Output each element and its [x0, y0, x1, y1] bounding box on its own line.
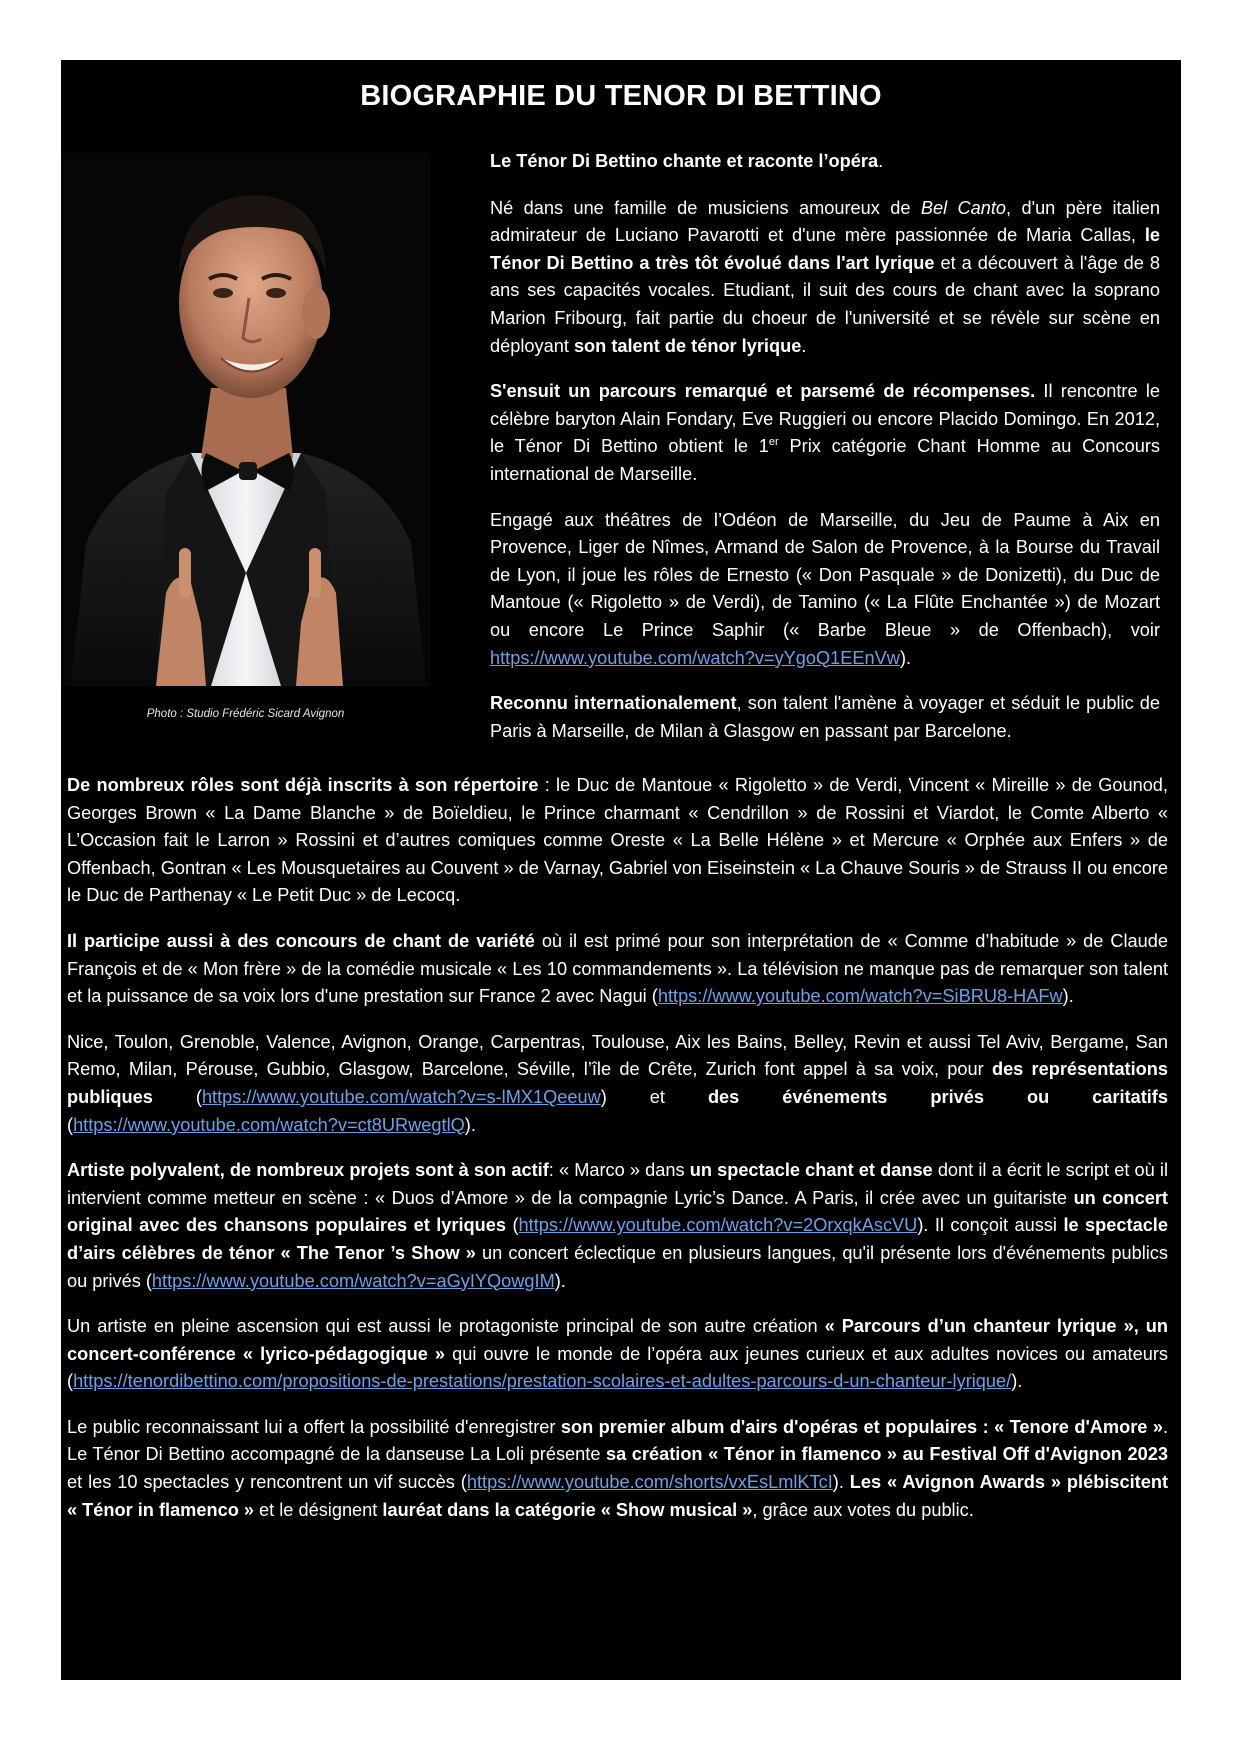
p8-text-g: ). Il conçoit aussi	[917, 1215, 1064, 1236]
p10-text-h: et le désignent	[253, 1499, 383, 1520]
p8-text-j: ).	[554, 1270, 566, 1291]
p7-text-f: (	[67, 1114, 74, 1135]
full-width-column	[67, 772, 1168, 1542]
paragraph-origins	[490, 195, 1160, 361]
p7-text-c: (	[152, 1086, 202, 1107]
p2-text-c: Prix catégorie Chant Homme au Concours international de Marseille.	[490, 436, 1160, 484]
p3-text-b: ).	[899, 647, 912, 668]
p2-text-b: Il rencontre le célèbre baryton Alain Fondary, Eve Ruggieri ou encore Placido Domingo. En 2012, le Ténor Di Bettino obtient le 1	[490, 381, 1160, 457]
p8-text-f: (	[506, 1215, 519, 1236]
youtube-link-roles[interactable]: https://www.youtube.com/watch?v=yYgoQ1EEnVw	[490, 647, 900, 668]
photo-caption: Photo : Studio Frédéric Sicard Avignon	[146, 708, 345, 720]
p1-text-a: Né dans une famille de musiciens amoureux de	[490, 197, 921, 218]
p2-superscript: er	[768, 436, 779, 449]
p10-text-e: et les 10 spectacles y rencontrent un vif succès (	[67, 1472, 467, 1493]
p7-text-b: des représentations publiques	[67, 1059, 1169, 1107]
p5-text-a: De nombreux rôles sont déjà inscrits à son répertoire	[67, 775, 539, 795]
p10-text-g: Les « Avignon Awards » plébiscitent « Ténor in flamenco »	[67, 1472, 1168, 1520]
paragraph-repertoire	[67, 772, 1168, 910]
p1-text-g: .	[801, 335, 807, 356]
p1-text-e: et a découvert à l'âge de 8 ans ses capacités vocales. Etudiant, il suit des cours de chant avec la soprano Marion Fribourg, fait partie du choeur de l'université et se révèle sur scène en déployant	[490, 252, 1160, 356]
p4-text-a: Reconnu internationalement	[490, 693, 737, 714]
p10-text-i: lauréat dans la catégorie « Show musical »	[382, 1499, 753, 1520]
biography-panel	[61, 60, 1181, 1680]
p8-text-i: un concert éclectique en plusieurs langues, qu'il présente lors d'événements publics ou privés (	[67, 1242, 1168, 1291]
p2-text-a: S'ensuit un parcours remarqué et parsemé de récompenses.	[490, 381, 1036, 402]
p9-text-a: Un artiste en pleine ascension qui est aussi le protagoniste principal de son autre création	[67, 1316, 825, 1337]
p9-text-d: ).	[1011, 1371, 1023, 1392]
p1-text-b: Bel Canto	[920, 197, 1007, 218]
p3-text-a: Engagé aux théâtres de l’Odéon de Marseille, du Jeu de Paume à Aix en Provence, Liger de Nîmes, Armand de Salon de Provence, à la Bourse du Travail de Lyon, il joue les rôles de Ernesto (« Don Pasquale » de Donizetti), du Duc de Mantoue (« Rigoletto » de Verdi), de Tamino (« La Flûte Enchantée ») de Mozart ou encore Le Prince Saphir (« Barbe Bleue » de Offenbach), voir	[490, 509, 1160, 640]
p7-text-d: ) et	[600, 1086, 708, 1107]
p7-text-e: des événements privés ou caritatifs	[707, 1086, 1168, 1107]
p1-text-c: , d'un père italien admirateur de Luciano Pavarotti et d'une mère passionnée de Maria Callas,	[490, 197, 1160, 246]
p8-text-d: dont il a écrit le script et où il intervient comme metteur en scène : « Duos d’Amore » de la compagnie Lyric’s Dance. A Paris, il crée avec un guitariste	[67, 1160, 1168, 1208]
youtube-link-tenor-show[interactable]: https://www.youtube.com/watch?v=aGyIYQowgIM	[151, 1270, 555, 1291]
right-column	[490, 148, 1160, 763]
p7-text-g: ).	[464, 1114, 476, 1135]
p8-text-b: : « Marco » dans	[548, 1160, 690, 1181]
p10-text-c: . Le Ténor Di Bettino accompagné de la danseuse La Loli présente	[67, 1416, 1168, 1465]
paragraph-variety	[67, 928, 1168, 1011]
youtube-link-france2[interactable]: https://www.youtube.com/watch?v=SiBRU8-HAFw	[657, 986, 1063, 1007]
p8-text-a: Artiste polyvalent, de nombreux projets sont à son actif	[67, 1160, 549, 1181]
youtube-link-guitar-concert[interactable]: https://www.youtube.com/watch?v=2OrxqkAscVU	[518, 1215, 918, 1236]
youtube-link-public[interactable]: https://www.youtube.com/watch?v=s-lMX1Qeeuw	[201, 1086, 601, 1107]
p10-text-d: sa création « Ténor in flamenco » au Festival Off d'Avignon 2023	[606, 1444, 1168, 1465]
p8-text-e: un concert original avec des chansons populaires et lyriques	[67, 1187, 1168, 1236]
p1-text-d: le Ténor Di Bettino a très tôt évolué dans l'art lyrique	[490, 225, 1160, 273]
p6-text-b: où il est primé pour son interprétation de « Comme d’habitude » de Claude François et de « Mon frère » de la comédie musicale « Les 10 commandements ». La télévision ne manque pas de remarquer son talent et la puissance de sa voix lors d'une prestation sur France 2 avec Nagui (	[67, 930, 1168, 1007]
website-link-parcours[interactable]: https://tenordibettino.com/propositions-de-prestations/prestation-scolaires-et-adultes-parcours-d-un-chanteur-lyrique/	[73, 1371, 1012, 1392]
page-title: BIOGRAPHIE DU TENOR DI BETTINO	[360, 80, 882, 112]
p10-text-f: ).	[832, 1472, 850, 1493]
portrait-photo	[61, 153, 430, 686]
paragraph-projects	[67, 1157, 1168, 1295]
paragraph-parcours	[67, 1313, 1168, 1396]
p9-text-b: « Parcours d’un chanteur lyrique », un concert-conférence « lyrico-pédagogique »	[67, 1316, 1168, 1364]
p7-text-a: Nice, Toulon, Grenoble, Valence, Avignon, Orange, Carpentras, Toulouse, Aix les Bains, Belley, Revin et aussi Tel Aviv, Bergame, San Remo, Milan, Pérouse, Gubbio, Glasgow, Barcelone, Séville, l’île de Crête, Zurich font appel à sa voix, pour	[67, 1031, 1168, 1080]
p10-text-j: , grâce aux votes du public.	[752, 1499, 974, 1520]
p6-text-c: ).	[1062, 986, 1074, 1007]
youtube-link-private[interactable]: https://www.youtube.com/watch?v=ct8URwegtlQ	[73, 1114, 465, 1135]
intro-text: Le Ténor Di Bettino chante et raconte l’opéra	[490, 151, 879, 171]
paragraph-cities	[67, 1029, 1168, 1139]
p5-text-b: : le Duc de Mantoue « Rigoletto » de Verdi, Vincent « Mireille » de Gounod, Georges Brown « La Dame Blanche » de Boïeldieu, le Prince charmant « Cendrillon » de Rossini et Viardot, le Comte Alberto « L’Occasion fait le Larron » Rossini et d’autres comiques comme Oreste « La Belle Hélène » et Mercure « Orphée aux Enfers » de Offenbach, Gontran « Les Mousquetaires au Couvent » de Varnay, Gabriel von Eiseinstein « La Chauve Souris » de Strauss II ou encore le Duc de Parthenay « Le Petit Duc » de Lecocq.	[67, 775, 1168, 906]
paragraph-awards	[490, 378, 1160, 488]
paragraph-international	[490, 690, 1160, 745]
portrait-illustration	[61, 153, 430, 686]
p9-text-c: qui ouvre le monde de l’opéra aux jeunes curieux et aux adultes novices ou amateurs (	[67, 1343, 1168, 1392]
p6-text-a: Il participe aussi à des concours de chant de variété	[67, 930, 535, 951]
p8-text-h: le spectacle d’airs célèbres de ténor « The Tenor ’s Show »	[67, 1215, 1168, 1263]
p10-text-b: son premier album d'airs d'opéras et populaires : « Tenore d'Amore »	[560, 1416, 1163, 1437]
youtube-link-flamenco[interactable]: https://www.youtube.com/shorts/vxEsLmlKTcI	[466, 1472, 833, 1493]
p8-text-c: un spectacle chant et danse	[689, 1160, 933, 1181]
paragraph-theatres	[490, 507, 1160, 673]
p1-text-f: son talent de ténor lyrique	[573, 335, 802, 356]
paragraph-album	[67, 1414, 1168, 1524]
p4-text-b: , son talent l'amène à voyager et séduit le public de Paris à Marseille, de Milan à Glasgow en passant par Barcelone.	[490, 693, 1160, 741]
p10-text-a: Le public reconnaissant lui a offert la possibilité d'enregistrer	[67, 1416, 561, 1437]
intro-paragraph: Le Ténor Di Bettino chante et raconte l’opéra.	[490, 151, 884, 171]
